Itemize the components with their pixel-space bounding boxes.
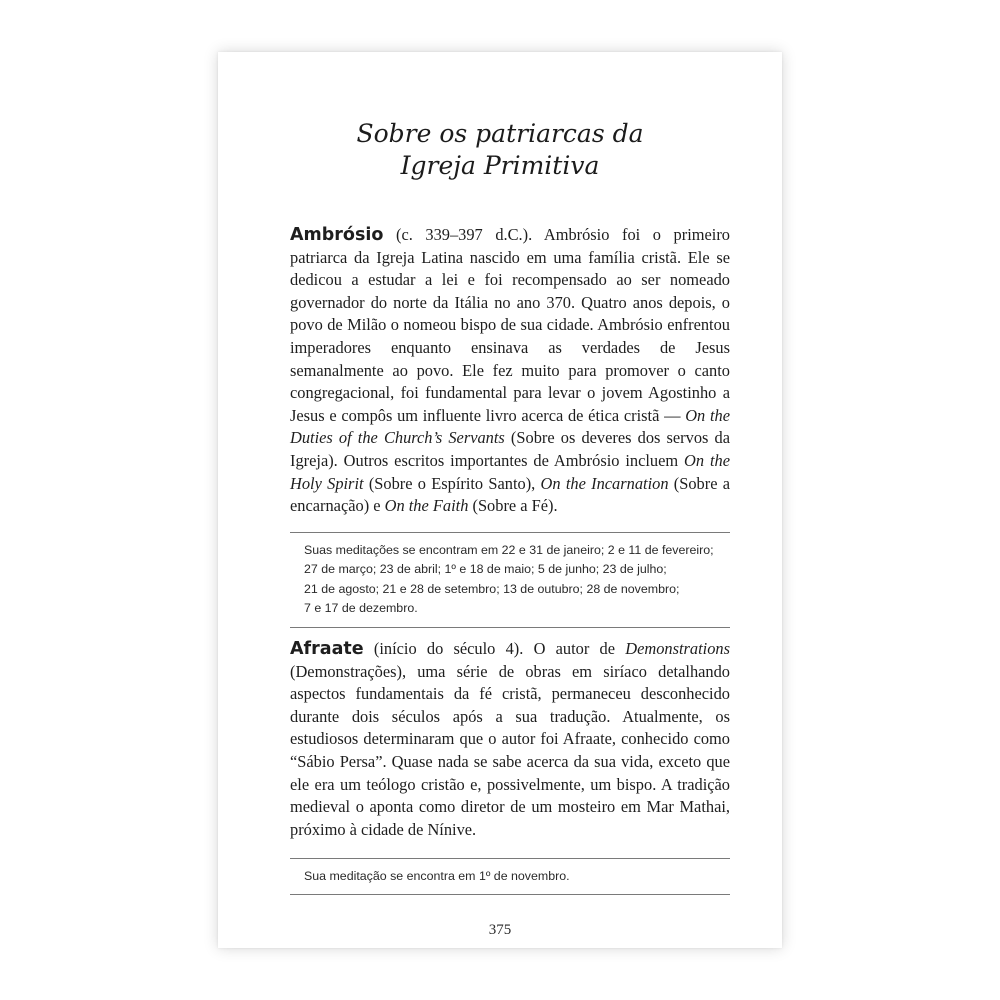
note-line: Sua meditação se encontra em 1º de novembro. — [304, 869, 570, 883]
page-title-line-2: Igreja Primitiva — [400, 151, 600, 180]
body-text: (Demonstrações), uma série de obras em siríaco detalhando aspectos fundamentais da fé cristã, permaneceu desconhecido durante dois séculos após a sua tradução. Atualmente, os estudiosos determinaram que o autor foi Afraate, conhecido como “Sábio Persa”. Quase nada se sabe acerca da sua vida, exceto que ele era um teólogo cristão e, possivelmente, um bispo. A tradição medieval o aponta como diretor de um mosteiro em Mar Mathai, próximo à cidade de Nínive. — [290, 661, 730, 839]
entry-body — [290, 639, 730, 839]
body-text: (Sobre o Espírito Santo), — [363, 473, 541, 493]
meditation-note-afraate — [290, 858, 730, 895]
entry-afraate — [290, 638, 730, 841]
body-text: (início do século 4). O autor de — [363, 639, 626, 658]
body-text: (Sobre a encarnação) e — [290, 473, 731, 516]
page-title — [218, 118, 782, 182]
note-line: 21 de agosto; 21 e 28 de setembro; 13 de outubro; 28 de novembro; — [304, 581, 680, 596]
entry-body — [290, 225, 730, 515]
italic-title: On the Duties of the Church’s Servants — [290, 405, 730, 448]
italic-title: On the Holy Spirit — [290, 450, 730, 493]
body-text: (c. 339–397 d.C.). Ambrósio foi o primeiro patriarca da Igreja Latina nascido em uma família cristã. Ele se dedicou a estudar a lei e foi recompensado ao ser nomeado governador do norte da Itália no ano 370. Quatro anos depois, o povo de Milão o nomeou bispo de sua cidade. Ambrósio enfrentou imperadores enquanto ensinava as verdades de Jesus semanalmente ao povo. Ele fez muito para promover o canto congregacional, foi fundamental para levar o jovem Agostinho a Jesus e compôs um influente livro acerca de ética cristã — — [290, 225, 730, 425]
entry-ambrosio — [290, 224, 730, 518]
note-line: 7 e 17 de dezembro. — [304, 601, 418, 616]
meditation-note-ambrosio — [290, 532, 730, 628]
page-title-line-1: Sobre os patriarcas da — [356, 119, 644, 148]
page-number: 375 — [488, 922, 512, 938]
body-text: (Sobre a Fé). — [468, 496, 558, 516]
body-text: (Sobre os deveres dos servos da Igreja). Outros escritos importantes de Ambrósio incluem — [290, 428, 730, 470]
entry-name: Ambrósio — [290, 225, 384, 245]
entry-name: Afraate — [290, 639, 364, 659]
note-line: 27 de março; 23 de abril; 1º e 18 de maio; 5 de junho; 23 de julho; — [304, 562, 667, 577]
note-line: Suas meditações se encontram em 22 e 31 de janeiro; 2 e 11 de fevereiro; — [304, 543, 714, 557]
book-page — [218, 52, 782, 948]
italic-title: On the Incarnation — [540, 473, 669, 493]
italic-title: On the Faith — [384, 496, 469, 516]
italic-title: Demonstrations — [625, 639, 730, 658]
